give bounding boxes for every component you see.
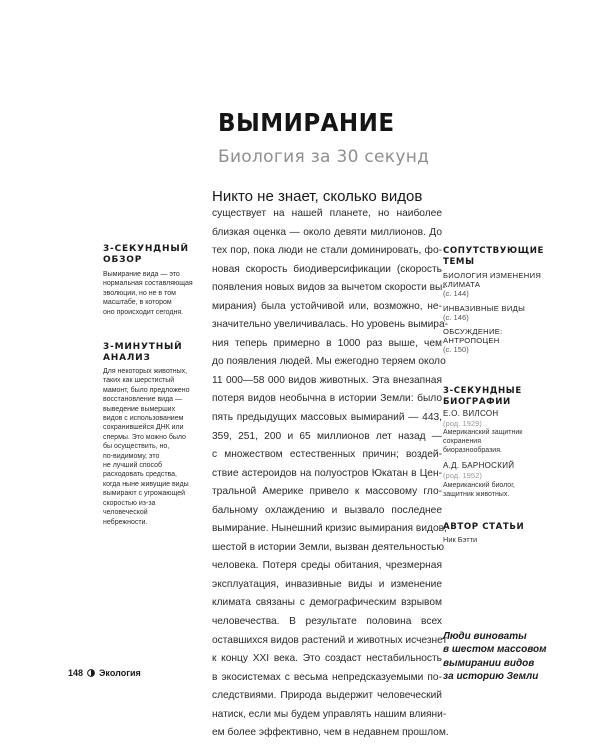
related-heading-line: СОПУТСТВУЮЩИЕ <box>443 246 544 256</box>
overview-section <box>103 244 203 317</box>
body-line: ем более эффективно, чем в недавнем прошлом. <box>212 727 449 739</box>
author-section <box>443 522 563 545</box>
body-line: ния теперь примерно в 1000 раз выше, чем <box>212 337 442 349</box>
overview-heading-line: ОБЗОР <box>103 255 143 265</box>
body-line: оставшихся видов растений и животных исчезнет <box>212 634 448 646</box>
related-topic-page: (с. 150) <box>443 345 469 355</box>
overview-heading <box>103 244 203 266</box>
body-line: мирания) была устойчивой или, возможно, не- <box>212 300 442 312</box>
bio-desc-line: защитник животных. <box>443 490 510 498</box>
body-line: эксплуатация, инвазивные виды и изменение <box>212 578 442 590</box>
analysis-line: бы осуществить, но, <box>103 443 170 451</box>
page-subtitle: Биология за 30 секунд <box>218 147 430 167</box>
related-topic-item[interactable] <box>443 327 563 355</box>
related-topic-title: ИНВАЗИВНЫЕ ВИДЫ <box>443 303 526 313</box>
analysis-line: Для некоторых животных, <box>103 368 188 375</box>
section-name: Экология <box>99 668 141 678</box>
body-line: шестой в истории Земли, вызван деятельностью <box>212 541 444 553</box>
biographies-section <box>443 386 563 505</box>
analysis-line: не лучший способ <box>103 462 162 470</box>
body-line: следствиями. Природа выдержит человеческий <box>212 690 442 702</box>
body-line: значительно увеличивалась. Но уровень вымира- <box>212 319 449 331</box>
body-line: человечества. В результате половина всех <box>212 616 442 628</box>
bio-desc-line: биоразнообразия. <box>443 447 502 455</box>
related-topic-title: КЛИМАТА <box>443 280 481 290</box>
analysis-line: скоростью из-за <box>103 499 156 507</box>
analysis-line: когда ныне живущие виды <box>103 480 189 488</box>
analysis-line: восстановление вида — <box>103 396 183 404</box>
author-heading: АВТОР СТАТЬИ <box>443 522 525 532</box>
bio-years: (род. 1952) <box>443 471 482 481</box>
body-line: бальному охлаждению и вызвало последнее <box>212 504 442 516</box>
body-line: потеря видов необычна в истории Земли: было <box>212 393 442 405</box>
lead-sentence: Никто не знает, сколько видов <box>212 188 423 205</box>
bios-heading-line: 3-СЕКУНДНЫЕ <box>443 386 522 396</box>
overview-line: оно происходит сегодня. <box>103 308 184 316</box>
body-line: натиск, если мы будем управлять нашим влияни- <box>212 708 447 720</box>
analysis-line: спермы. Это можно было <box>103 433 186 441</box>
analysis-line: таких как шерстистый <box>103 377 175 385</box>
biography-item <box>443 409 563 455</box>
bio-desc-line: Американский защитник <box>443 429 523 437</box>
analysis-line: сохранившейся ДНК или <box>103 424 184 432</box>
body-line: новая скорость биодиверсификации (скорость <box>212 263 442 275</box>
related-topic-item[interactable] <box>443 271 563 299</box>
related-heading-line: ТЕМЫ <box>443 256 475 267</box>
body-line: в экосистемах с весьма непредсказуемыми по- <box>212 671 442 683</box>
analysis-line: мамонт, было предложено <box>103 386 190 394</box>
overview-text <box>103 270 203 317</box>
body-line: человека. Потеря среды обитания, чрезмерная <box>212 560 442 572</box>
analysis-section <box>103 342 203 527</box>
quote-line: за историю Земли <box>443 670 539 682</box>
body-line: ствие астероидов на полуостров Юкатан в Цен- <box>212 467 442 479</box>
analysis-line: вымирают с угрожающей <box>103 490 186 498</box>
biographies-heading <box>443 386 563 407</box>
bios-heading-line: БИОГРАФИИ <box>443 396 511 407</box>
body-line: пять предыдущих массовых вымираний — 443, <box>212 412 442 424</box>
overview-line: Вымирание вида — это <box>103 271 180 278</box>
body-line: к концу XXI века. Это создаст нестабильность <box>212 653 442 665</box>
quote-line: Люди виноваты <box>443 631 527 642</box>
body-line: тех пор, пока люди не стали доминировать, фо- <box>212 245 442 257</box>
related-topic-page: (с. 146) <box>443 312 469 322</box>
body-line: с множеством естественных причин; воздей- <box>212 449 442 461</box>
body-line: тральной Америке привело к массовому гло- <box>212 486 442 498</box>
bio-desc-line: сохранения <box>443 438 482 446</box>
bio-desc-line: Американский биолог, <box>443 481 515 489</box>
bio-years: (род. 1929) <box>443 419 482 428</box>
analysis-heading-line: АНАЛИЗ <box>103 353 151 363</box>
analysis-heading-line: 3-МИНУТНЫЙ <box>103 342 183 352</box>
analysis-line: по-видимому, это <box>103 452 160 460</box>
analysis-line: небрежности. <box>103 518 148 526</box>
overview-line: нормальная составляющая <box>103 280 193 288</box>
body-line: вымирание. Нынешний кризис вымирания видов, <box>212 523 447 535</box>
bio-name: Е.О. ВИЛСОН <box>443 409 499 418</box>
page-footer <box>68 668 141 678</box>
related-topics-heading <box>443 246 563 267</box>
bio-description <box>443 428 563 455</box>
related-topic-page: (с. 144) <box>443 289 469 299</box>
quote-line: в шестом массовом <box>443 644 547 656</box>
body-line: климата связаны с демографическим взрывом <box>212 597 442 609</box>
analysis-heading <box>103 342 203 364</box>
analysis-line: расходовать средства, <box>103 471 178 479</box>
related-topic-title: АНТРОПОЦЕН <box>443 336 500 346</box>
page-number: 148 <box>68 668 84 678</box>
body-line: 11 000—58 000 видов животных. Эта внезапная <box>212 374 442 386</box>
bio-name: А.Д. БАРНОСКИЙ <box>443 461 515 471</box>
related-topics-section <box>443 246 563 360</box>
biography-item <box>443 461 563 498</box>
analysis-line: человеческой <box>103 509 148 517</box>
analysis-line: выведение вымерших <box>103 405 176 413</box>
pull-quote <box>443 630 568 683</box>
overview-line: эволюции, но не в том <box>103 289 176 297</box>
overview-heading-line: 3-СЕКУНДНЫЙ <box>103 244 189 254</box>
author-name: Ник Бэтти <box>443 534 478 544</box>
body-line: существует на нашей планете, но наиболее <box>212 208 442 219</box>
overview-line: масштабе, в котором <box>103 299 172 307</box>
half-circle-icon <box>87 669 95 677</box>
body-line: близкая оценка — около девяти миллионов. До <box>212 226 442 238</box>
quote-line: вымирании видов <box>443 657 535 669</box>
related-topic-title: БИОЛОГИЯ ИЗМЕНЕНИЯ <box>443 271 542 280</box>
main-article-body <box>212 205 449 743</box>
related-topic-item[interactable] <box>443 304 563 322</box>
body-line: до появления людей. Мы ежегодно теряем около <box>212 356 446 368</box>
analysis-text <box>103 367 203 527</box>
analysis-line: видов с использованием <box>103 415 184 423</box>
body-line: 359, 251, 200 и 65 миллионов лет назад — <box>212 430 442 442</box>
page-title: ВЫМИРАНИЕ <box>218 108 395 137</box>
bio-description <box>443 481 563 499</box>
body-line: появления новых видов за вычетом скорости вы- <box>212 282 446 294</box>
related-topic-title: ОБСУЖДЕНИЕ: <box>443 327 503 337</box>
